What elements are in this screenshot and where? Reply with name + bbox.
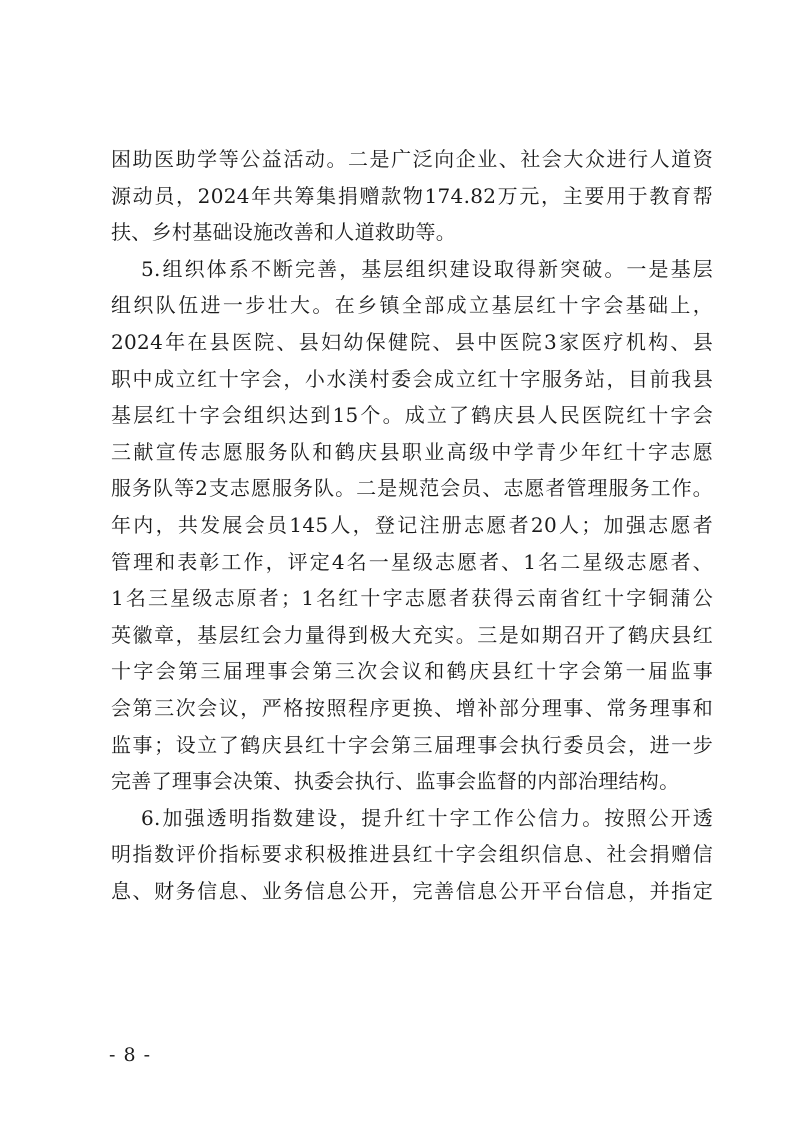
text-line: 源动员，2024年共筹集捐赠款物174.82万元，主要用于教育帮 [111,183,713,208]
text-line: 完善了理事会决策、执委会执行、监事会监督的内部治理结构。 [111,769,680,794]
text-line: 扶、乡村基础设施改善和人道救助等。 [111,220,457,245]
text-line: 年内，共发展会员145人，登记注册志愿者20人；加强志愿者 [111,512,713,537]
text-line: 2024年在县医院、县妇幼保健院、县中医院3家医疗机构、县 [111,329,713,354]
text-line: 6.加强透明指数建设，提升红十字工作公信力。按照公开透 [141,805,713,830]
text-line: 会第三次会议，严格按照程序更换、增补部分理事、常务理事和 [111,695,713,720]
page-number: - 8 - [109,1044,152,1066]
text-line: 管理和表彰工作，评定4名一星级志愿者、1名二星级志愿者、 [111,549,713,574]
text-line: 基层红十字会组织达到15个。成立了鹤庆县人民医院红十字会 [111,403,713,428]
text-line: 息、财务信息、业务信息公开，完善信息公开平台信息，并指定 [111,878,713,903]
text-line: 明指数评价指标要求积极推进县红十字会组织信息、社会捐赠信 [111,842,713,867]
text-line: 英徽章，基层红会力量得到极大充实。三是如期召开了鹤庆县红 [111,622,713,647]
text-line: 1名三星级志原者；1名红十字志愿者获得云南省红十字铜蒲公 [111,586,713,611]
text-line: 十字会第三届理事会第三次会议和鹤庆县红十字会第一届监事 [111,659,713,684]
text-line: 5.组织体系不断完善，基层组织建设取得新突破。一是基层 [141,256,713,281]
text-line: 职中成立红十字会，小水渼村委会成立红十字服务站，目前我县 [111,366,713,391]
text-line: 监事；设立了鹤庆县红十字会第三届理事会执行委员会，进一步 [111,732,713,757]
body-text [111,141,713,909]
text-line: 服务队等2支志愿服务队。二是规范会员、志愿者管理服务工作。 [111,476,713,501]
text-line: 组织队伍进一步壮大。在乡镇全部成立基层红十字会基础上， [111,293,713,318]
text-line: 困助医助学等公益活动。二是广泛向企业、社会大众进行人道资 [111,147,713,171]
text-line: 三献宣传志愿服务队和鹤庆县职业高级中学青少年红十字志愿 [111,439,713,464]
